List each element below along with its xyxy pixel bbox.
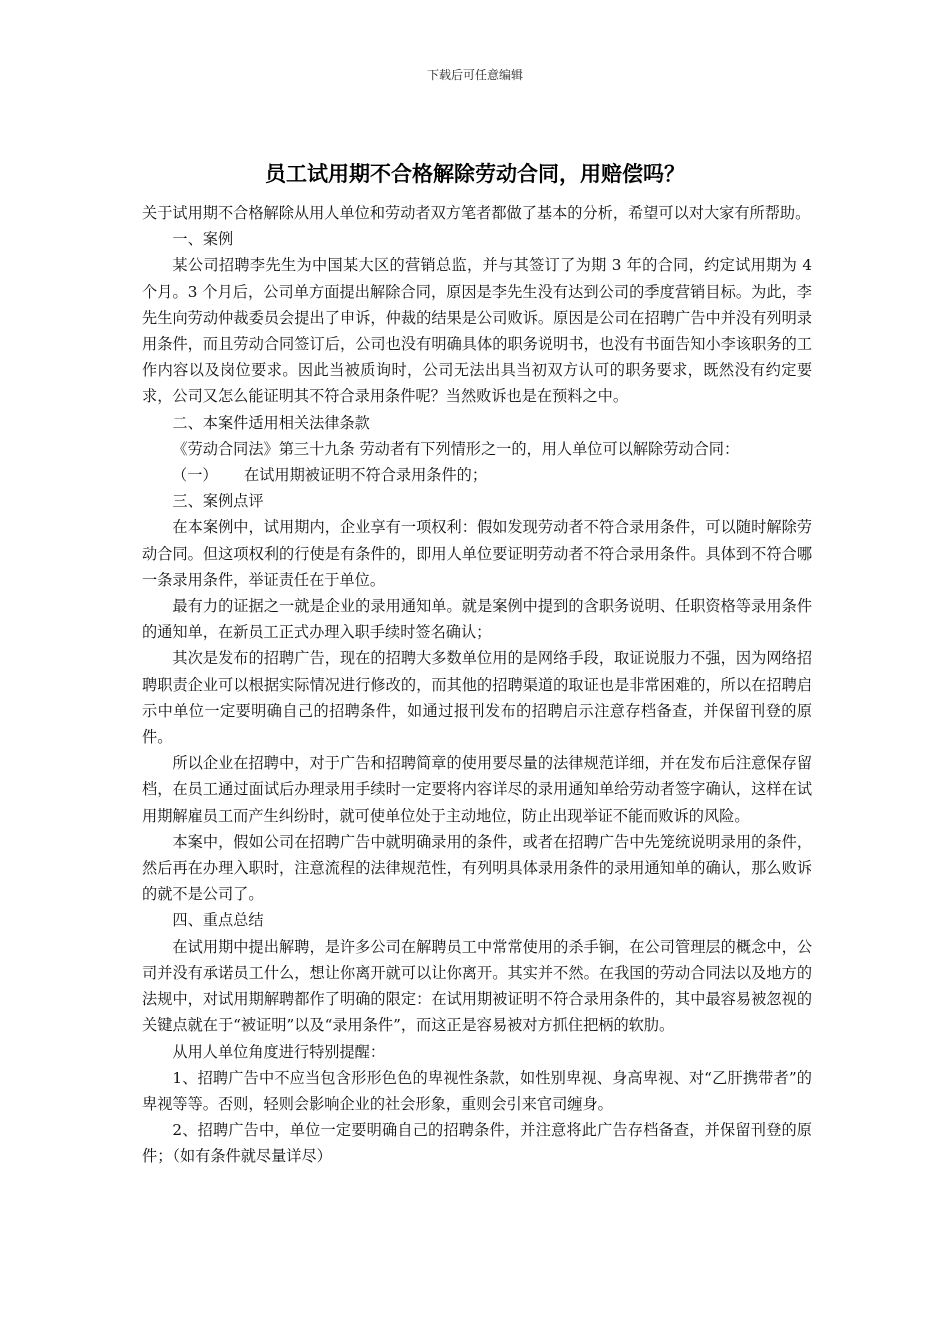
document-body xyxy=(142,200,812,1170)
comment-paragraph-3: 其次是发布的招聘广告，现在的招聘大多数单位用的是网络手段，取证说服力不强，因为网络招聘职责企业可以根据实际情况进行修改的，而其他的招聘渠道的取证也是非常困难的，所以在招聘启示中单位一定要明确自己的招聘条件，如通过报刊发布的招聘启示注意存档备查，并保留刊登的原件。 xyxy=(142,649,812,747)
comment-paragraph-2: 最有力的证据之一就是企业的录用通知单。就是案例中提到的含职务说明、任职资格等录用条件的通知单，在新员工正式办理入职手续时签名确认； xyxy=(142,597,812,642)
law-article-item xyxy=(142,462,812,488)
comment-paragraph-4: 所以企业在招聘中，对于广告和招聘简章的使用要尽量的法律规范详细，并在发布后注意保存留档，在员工通过面试后办理录用手续时一定要将内容详尽的录用通知单给劳动者签字确认，这样在试用期解雇员工而产生纠纷时，就可使单位处于主动地位，防止出现举证不能而败诉的风险。 xyxy=(142,754,812,825)
comment-paragraph-5: 本案中，假如公司在招聘广告中就明确录用的条件，或者在招聘广告中先笼统说明录用的条件，然后再在办理入职时，注意流程的法律规范性，有列明具体录用条件的录用通知单的确认，那么败诉的就不是公司了。 xyxy=(142,832,812,904)
section-heading-3: 三、案例点评 xyxy=(172,492,264,511)
case-paragraph: 某公司招聘李先生为中国某大区的营销总监，并与其签订了为期 3 年的合同，约定试用期为 4 个月。3 个月后，公司单方面提出解除合同，原因是李先生没有达到公司的季度营销目标。为此，李先生向劳动仲裁委员会提出了申诉，仲裁的结果是公司败诉。原因是公司在招聘广告中并没有列明录用条件，而且劳动合同签订后，公司也没有明确具体的职务说明书，也没有书面告知小李该职务的工作内容以及岗位要求。因此当被质询时，公司无法出具当初双方认可的职务要求，既然没有约定要求，公司又怎么能证明其不符合录用条件呢？当然败诉也是在预料之中。 xyxy=(142,256,812,406)
section-heading-4: 四、重点总结 xyxy=(172,911,264,930)
document-title: 员工试用期不合格解除劳动合同，用赔偿吗？ xyxy=(265,162,685,186)
reminder-intro: 从用人单位角度进行特别提醒： xyxy=(172,1042,386,1061)
section-heading-1: 一、案例 xyxy=(172,230,234,249)
reminder-item-1: 1、招聘广告中不应当包含形形色色的卑视性条款，如性别卑视、身高卑视、对“乙肝携带者”的卑视等等。否则，轻则会影响企业的社会形象，重则会引来官司缠身。 xyxy=(142,1068,812,1113)
page-header: 下载后可任意编辑 xyxy=(426,68,523,82)
section-heading-2: 二、本案件适用相关法律条款 xyxy=(172,413,370,432)
law-article-paragraph: 《劳动合同法》第三十九条 劳动者有下列情形之一的，用人单位可以解除劳动合同： xyxy=(172,439,740,458)
reminder-item-2: 2、招聘广告中，单位一定要明确自己的招聘条件，并注意将此广告存档备查，并保留刊登的原件；（如有条件就尽量详尽） xyxy=(142,1121,812,1166)
law-item-text: 在试用期被证明不符合录用条件的； xyxy=(244,466,487,485)
summary-paragraph: 在试用期中提出解聘，是许多公司在解聘员工中常常使用的杀手锏，在公司管理层的概念中，公司并没有承诺员工什么，想让你离开就可以让你离开。其实并不然。在我国的劳动合同法以及地方的法规中，对试用期解聘都作了明确的限定：在试用期被证明不符合录用条件的，其中最容易被忽视的关键点就在于“被证明”以及“录用条件”，而这正是容易被对方抓住把柄的软肋。 xyxy=(142,937,812,1035)
law-item-number: （一） xyxy=(172,466,218,485)
comment-paragraph-1: 在本案例中，试用期内，企业享有一项权利：假如发现劳动者不符合录用条件，可以随时解除劳动合同。但这项权利的行使是有条件的，即用人单位要证明劳动者不符合录用条件。具体到不符合哪一条录用条件，举证责任在于单位。 xyxy=(142,518,812,589)
intro-paragraph: 关于试用期不合格解除从用人单位和劳动者双方笔者都做了基本的分析，希望可以对大家有所帮助。 xyxy=(142,204,811,222)
